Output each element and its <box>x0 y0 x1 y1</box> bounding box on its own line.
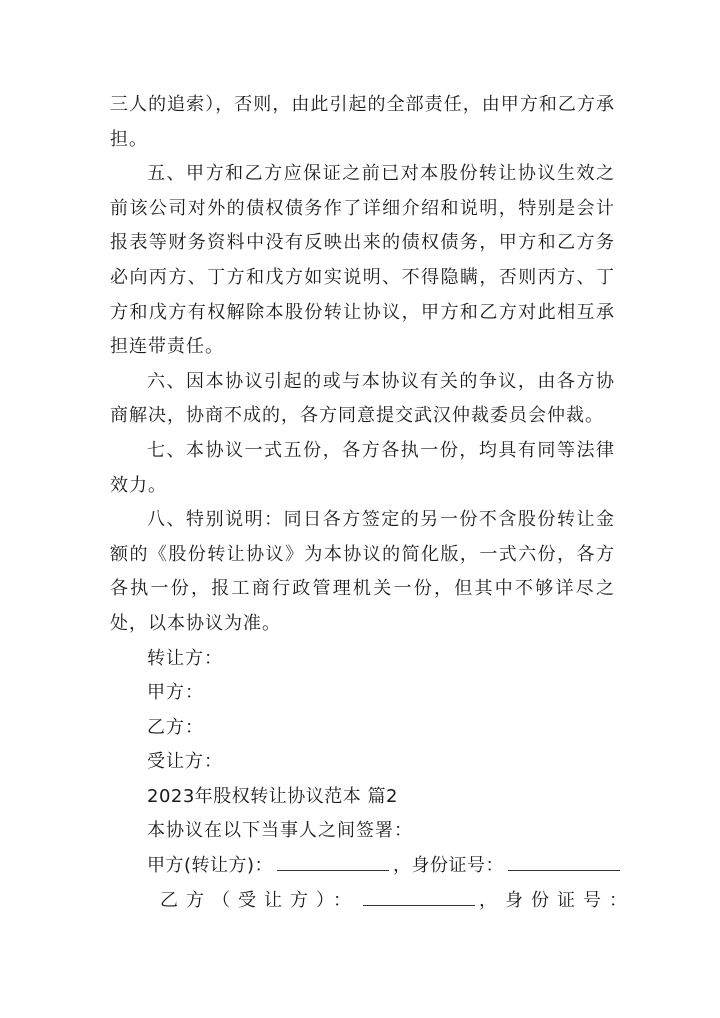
signature-transferee-label: 受让方： <box>147 751 223 773</box>
agreement-intro: 本协议在以下当事人之间签署： <box>147 820 413 842</box>
party-a-id-label: 身份证号： <box>411 855 505 877</box>
party-a-label: 甲方(转让方)： <box>147 855 274 877</box>
signature-party-b-label: 乙方： <box>147 716 204 738</box>
section-heading: 2023年股权转让协议范本 篇2 <box>147 785 398 807</box>
party-b-id-label: 身份证号： <box>505 889 635 911</box>
paragraph-clause-5: 五、甲方和乙方应保证之前已对本股份转让协议生效之前该公司对外的债权债务作了详细介绍和说明，特别是会计报表等财务资料中没有反映出来的债权债务，甲方和乙方务必向丙方、丁方和戊方如实说明、不得隐瞒，否则丙方、丁方和戊方有权解除本股份转让协议，甲方和乙方对此相互承担连带责任。 <box>110 163 615 358</box>
paragraph-clause-8: 八、特别说明：同日各方签定的另一份不含股份转让金额的《股份转让协议》为本协议的简化版，一式六份，各方各执一份，报工商行政管理机关一份，但其中不够详尽之处，以本协议为准。 <box>110 509 615 634</box>
paragraph-clause-7: 七、本协议一式五份，各方各执一份，均具有同等法律效力。 <box>110 439 615 496</box>
party-a-separator: ， <box>393 855 412 877</box>
party-b-separator: ， <box>479 889 505 911</box>
party-b-label: 乙方（受让方）： <box>160 889 359 911</box>
party-a-info-line <box>110 849 615 884</box>
party-a-id-blank <box>508 852 620 871</box>
paragraph-liability-continuation: 三人的追索），否则，由此引起的全部责任，由甲方和乙方承担。 <box>110 94 615 150</box>
party-b-name-blank <box>363 887 475 906</box>
signature-party-a-label: 甲方： <box>147 682 204 704</box>
document-body <box>110 88 635 918</box>
paragraph-clause-6: 六、因本协议引起的或与本协议有关的争议，由各方协商解决，协商不成的，各方同意提交武汉仲裁委员会仲裁。 <box>110 370 615 427</box>
signature-transferor-label: 转让方： <box>147 647 223 669</box>
party-a-name-blank <box>277 852 389 871</box>
party-b-info-line <box>110 884 635 919</box>
